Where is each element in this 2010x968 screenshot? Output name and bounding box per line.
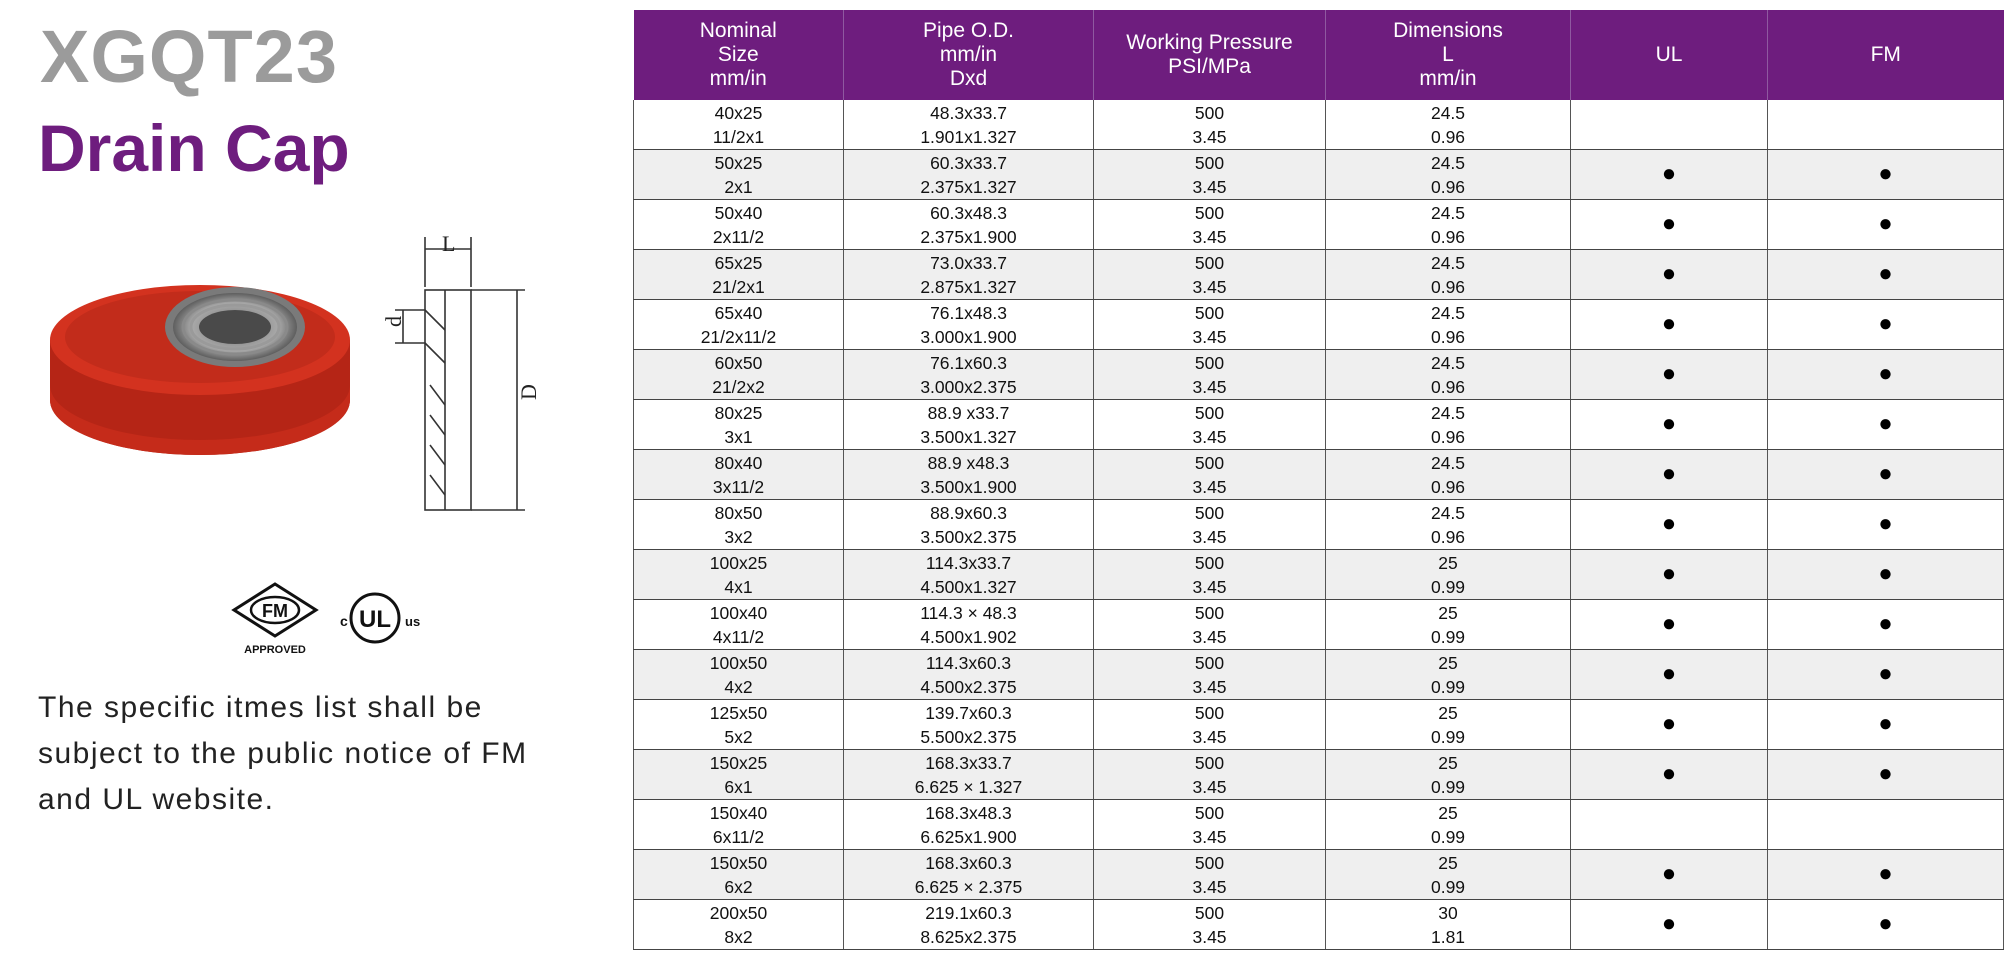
cell-fm-listing xyxy=(1768,450,2004,500)
cell-fm-listing xyxy=(1768,600,2004,650)
header-fm: FM xyxy=(1768,10,2004,100)
fm-listed-dot: ● xyxy=(1878,460,1893,487)
ul-listed-dot: ● xyxy=(1661,510,1677,537)
cell-nominal-size: 100x25 4x1 xyxy=(634,550,844,600)
cell-dimension-l: 24.5 0.96 xyxy=(1326,150,1571,200)
fm-listed-dot: ● xyxy=(1878,860,1893,887)
cell-working-pressure: 500 3.45 xyxy=(1094,150,1326,200)
cell-fm-listing xyxy=(1768,300,2004,350)
cell-dimension-l: 25 0.99 xyxy=(1326,750,1571,800)
cell-working-pressure: 500 3.45 xyxy=(1094,700,1326,750)
ul-listed-dot: ● xyxy=(1661,910,1677,937)
cell-ul-listing xyxy=(1571,750,1768,800)
cell-nominal-size: 80x25 3x1 xyxy=(634,400,844,450)
ul-listed-dot: ● xyxy=(1661,560,1677,587)
cell-dimension-l: 24.5 0.96 xyxy=(1326,200,1571,250)
fm-listed-dot: ● xyxy=(1878,660,1893,687)
cell-nominal-size: 65x25 21/2x1 xyxy=(634,250,844,300)
cell-dimension-l: 24.5 0.96 xyxy=(1326,100,1571,150)
cell-working-pressure: 500 3.45 xyxy=(1094,200,1326,250)
cell-ul-listing xyxy=(1571,550,1768,600)
cell-dimension-l: 25 0.99 xyxy=(1326,700,1571,750)
ul-listed-dot: ● xyxy=(1661,760,1677,787)
cell-working-pressure: 500 3.45 xyxy=(1094,400,1326,450)
ul-listed-dot: ● xyxy=(1661,410,1677,437)
cell-dimension-l: 30 1.81 xyxy=(1326,900,1571,950)
cell-nominal-size: 65x40 21/2x11/2 xyxy=(634,300,844,350)
cell-dimension-l: 24.5 0.96 xyxy=(1326,500,1571,550)
cell-dimension-l: 24.5 0.96 xyxy=(1326,250,1571,300)
table-row xyxy=(634,650,2004,700)
fm-listed-dot: ● xyxy=(1878,160,1893,187)
table-row xyxy=(634,300,2004,350)
header-working-pressure: Working Pressure PSI/MPa xyxy=(1094,10,1326,100)
dimension-drawing xyxy=(375,235,550,525)
svg-text:UL: UL xyxy=(359,606,391,633)
cell-dimension-l: 24.5 0.96 xyxy=(1326,350,1571,400)
cell-pipe-od: 88.9 x33.7 3.500x1.327 xyxy=(844,400,1094,450)
fm-listed-dot: ● xyxy=(1878,760,1893,787)
note-line: The specific itmes list shall be xyxy=(38,691,483,724)
cell-fm-listing xyxy=(1768,150,2004,200)
cell-working-pressure: 500 3.45 xyxy=(1094,250,1326,300)
ul-listed-logo xyxy=(340,594,420,642)
fm-approved-logo xyxy=(234,584,316,656)
fm-listed-dot: ● xyxy=(1878,910,1893,937)
fm-listed-dot: ● xyxy=(1878,310,1893,337)
ul-listed-dot: ● xyxy=(1661,610,1677,637)
cell-nominal-size: 50x40 2x11/2 xyxy=(634,200,844,250)
cell-ul-listing xyxy=(1571,700,1768,750)
cell-working-pressure: 500 3.45 xyxy=(1094,750,1326,800)
cell-fm-listing xyxy=(1768,750,2004,800)
cell-working-pressure: 500 3.45 xyxy=(1094,450,1326,500)
specification-table xyxy=(633,10,2004,950)
cell-working-pressure: 500 3.45 xyxy=(1094,100,1326,150)
fm-listed-dot: ● xyxy=(1878,210,1893,237)
table-header-row xyxy=(634,10,2004,100)
fm-listed-dot: ● xyxy=(1878,360,1893,387)
cell-pipe-od: 48.3x33.7 1.901x1.327 xyxy=(844,100,1094,150)
cell-working-pressure: 500 3.45 xyxy=(1094,800,1326,850)
cell-pipe-od: 114.3x33.7 4.500x1.327 xyxy=(844,550,1094,600)
certification-note xyxy=(38,685,578,823)
cell-ul-listing xyxy=(1571,850,1768,900)
ul-listed-dot: ● xyxy=(1661,160,1677,187)
cell-fm-listing xyxy=(1768,100,2004,150)
cell-pipe-od: 139.7x60.3 5.500x2.375 xyxy=(844,700,1094,750)
cell-fm-listing xyxy=(1768,250,2004,300)
cell-fm-listing xyxy=(1768,700,2004,750)
cell-pipe-od: 168.3x33.7 6.625 × 1.327 xyxy=(844,750,1094,800)
cell-ul-listing xyxy=(1571,450,1768,500)
drain-cap-photo xyxy=(45,285,355,495)
cell-dimension-l: 25 0.99 xyxy=(1326,850,1571,900)
cell-pipe-od: 219.1x60.3 8.625x2.375 xyxy=(844,900,1094,950)
cell-ul-listing xyxy=(1571,150,1768,200)
table-row xyxy=(634,150,2004,200)
cell-nominal-size: 100x50 4x2 xyxy=(634,650,844,700)
table-row xyxy=(634,350,2004,400)
table-row xyxy=(634,750,2004,800)
cell-pipe-od: 60.3x48.3 2.375x1.900 xyxy=(844,200,1094,250)
cell-working-pressure: 500 3.45 xyxy=(1094,900,1326,950)
ul-listed-dot: ● xyxy=(1661,860,1677,887)
fm-listed-dot: ● xyxy=(1878,710,1893,737)
table-row xyxy=(634,850,2004,900)
cell-pipe-od: 168.3x48.3 6.625x1.900 xyxy=(844,800,1094,850)
ul-listed-dot: ● xyxy=(1661,310,1677,337)
cell-ul-listing xyxy=(1571,650,1768,700)
table-body xyxy=(634,100,2004,950)
cell-pipe-od: 114.3 × 48.3 4.500x1.902 xyxy=(844,600,1094,650)
cell-fm-listing xyxy=(1768,550,2004,600)
cell-fm-listing xyxy=(1768,850,2004,900)
cell-fm-listing xyxy=(1768,650,2004,700)
cell-fm-listing xyxy=(1768,500,2004,550)
fm-listed-dot: ● xyxy=(1878,510,1893,537)
header-pipe-od: Pipe O.D. mm/in Dxd xyxy=(844,10,1094,100)
table-row xyxy=(634,800,2004,850)
svg-text:c: c xyxy=(340,613,348,629)
cell-ul-listing xyxy=(1571,800,1768,850)
fm-listed-dot: ● xyxy=(1878,560,1893,587)
cell-ul-listing xyxy=(1571,400,1768,450)
cell-ul-listing xyxy=(1571,300,1768,350)
product-panel xyxy=(0,0,620,968)
label-D: D xyxy=(516,384,541,400)
cell-dimension-l: 25 0.99 xyxy=(1326,800,1571,850)
cell-fm-listing xyxy=(1768,200,2004,250)
header-nominal-size: Nominal Size mm/in xyxy=(634,10,844,100)
cell-dimension-l: 24.5 0.96 xyxy=(1326,450,1571,500)
cell-ul-listing xyxy=(1571,500,1768,550)
cell-fm-listing xyxy=(1768,400,2004,450)
cell-pipe-od: 168.3x60.3 6.625 × 2.375 xyxy=(844,850,1094,900)
ul-listed-dot: ● xyxy=(1661,710,1677,737)
cell-nominal-size: 200x50 8x2 xyxy=(634,900,844,950)
cell-working-pressure: 500 3.45 xyxy=(1094,850,1326,900)
note-line: subject to the public notice of FM xyxy=(38,737,528,770)
ul-listed-dot: ● xyxy=(1661,460,1677,487)
ul-listed-dot: ● xyxy=(1661,210,1677,237)
table-row xyxy=(634,400,2004,450)
product-name: Drain Cap xyxy=(38,111,350,185)
table-row xyxy=(634,700,2004,750)
table-row xyxy=(634,550,2004,600)
ul-listed-dot: ● xyxy=(1661,360,1677,387)
cell-nominal-size: 50x25 2x1 xyxy=(634,150,844,200)
cell-pipe-od: 114.3x60.3 4.500x2.375 xyxy=(844,650,1094,700)
cell-fm-listing xyxy=(1768,900,2004,950)
cell-pipe-od: 60.3x33.7 2.375x1.327 xyxy=(844,150,1094,200)
cell-dimension-l: 24.5 0.96 xyxy=(1326,300,1571,350)
fm-listed-dot: ● xyxy=(1878,410,1893,437)
cell-nominal-size: 80x40 3x11/2 xyxy=(634,450,844,500)
fm-listed-dot: ● xyxy=(1878,260,1893,287)
cell-nominal-size: 60x50 21/2x2 xyxy=(634,350,844,400)
table-row xyxy=(634,900,2004,950)
ul-listed-dot: ● xyxy=(1661,660,1677,687)
label-L: L xyxy=(442,235,456,256)
cell-nominal-size: 150x25 6x1 xyxy=(634,750,844,800)
certification-marks xyxy=(230,580,460,660)
cell-nominal-size: 150x50 6x2 xyxy=(634,850,844,900)
cell-working-pressure: 500 3.45 xyxy=(1094,300,1326,350)
cell-pipe-od: 76.1x48.3 3.000x1.900 xyxy=(844,300,1094,350)
note-line: and UL website. xyxy=(38,783,275,816)
cell-nominal-size: 100x40 4x11/2 xyxy=(634,600,844,650)
product-code: XGQT23 xyxy=(40,15,338,98)
cell-working-pressure: 500 3.45 xyxy=(1094,350,1326,400)
cell-dimension-l: 25 0.99 xyxy=(1326,550,1571,600)
cell-working-pressure: 500 3.45 xyxy=(1094,550,1326,600)
header-dimensions: Dimensions L mm/in xyxy=(1326,10,1571,100)
table-row xyxy=(634,500,2004,550)
cell-ul-listing xyxy=(1571,350,1768,400)
cell-working-pressure: 500 3.45 xyxy=(1094,600,1326,650)
cell-pipe-od: 73.0x33.7 2.875x1.327 xyxy=(844,250,1094,300)
fm-listed-dot: ● xyxy=(1878,610,1893,637)
table-row xyxy=(634,450,2004,500)
cell-nominal-size: 40x25 11/2x1 xyxy=(634,100,844,150)
table-row xyxy=(634,100,2004,150)
cell-ul-listing xyxy=(1571,100,1768,150)
cell-fm-listing xyxy=(1768,350,2004,400)
svg-text:us: us xyxy=(405,614,421,629)
table-row xyxy=(634,200,2004,250)
cell-nominal-size: 150x40 6x11/2 xyxy=(634,800,844,850)
header-ul: UL xyxy=(1571,10,1768,100)
cell-pipe-od: 88.9x60.3 3.500x2.375 xyxy=(844,500,1094,550)
cell-working-pressure: 500 3.45 xyxy=(1094,500,1326,550)
cell-pipe-od: 88.9 x48.3 3.500x1.900 xyxy=(844,450,1094,500)
label-d: d xyxy=(381,316,406,327)
cell-nominal-size: 125x50 5x2 xyxy=(634,700,844,750)
cell-working-pressure: 500 3.45 xyxy=(1094,650,1326,700)
table-row xyxy=(634,250,2004,300)
cell-dimension-l: 25 0.99 xyxy=(1326,650,1571,700)
cell-ul-listing xyxy=(1571,900,1768,950)
cell-fm-listing xyxy=(1768,800,2004,850)
cell-dimension-l: 24.5 0.96 xyxy=(1326,400,1571,450)
cell-ul-listing xyxy=(1571,250,1768,300)
cell-dimension-l: 25 0.99 xyxy=(1326,600,1571,650)
svg-text:FM: FM xyxy=(262,601,288,621)
cell-nominal-size: 80x50 3x2 xyxy=(634,500,844,550)
cell-pipe-od: 76.1x60.3 3.000x2.375 xyxy=(844,350,1094,400)
cell-ul-listing xyxy=(1571,600,1768,650)
table-row xyxy=(634,600,2004,650)
svg-text:APPROVED: APPROVED xyxy=(244,644,306,656)
cell-ul-listing xyxy=(1571,200,1768,250)
ul-listed-dot: ● xyxy=(1661,260,1677,287)
